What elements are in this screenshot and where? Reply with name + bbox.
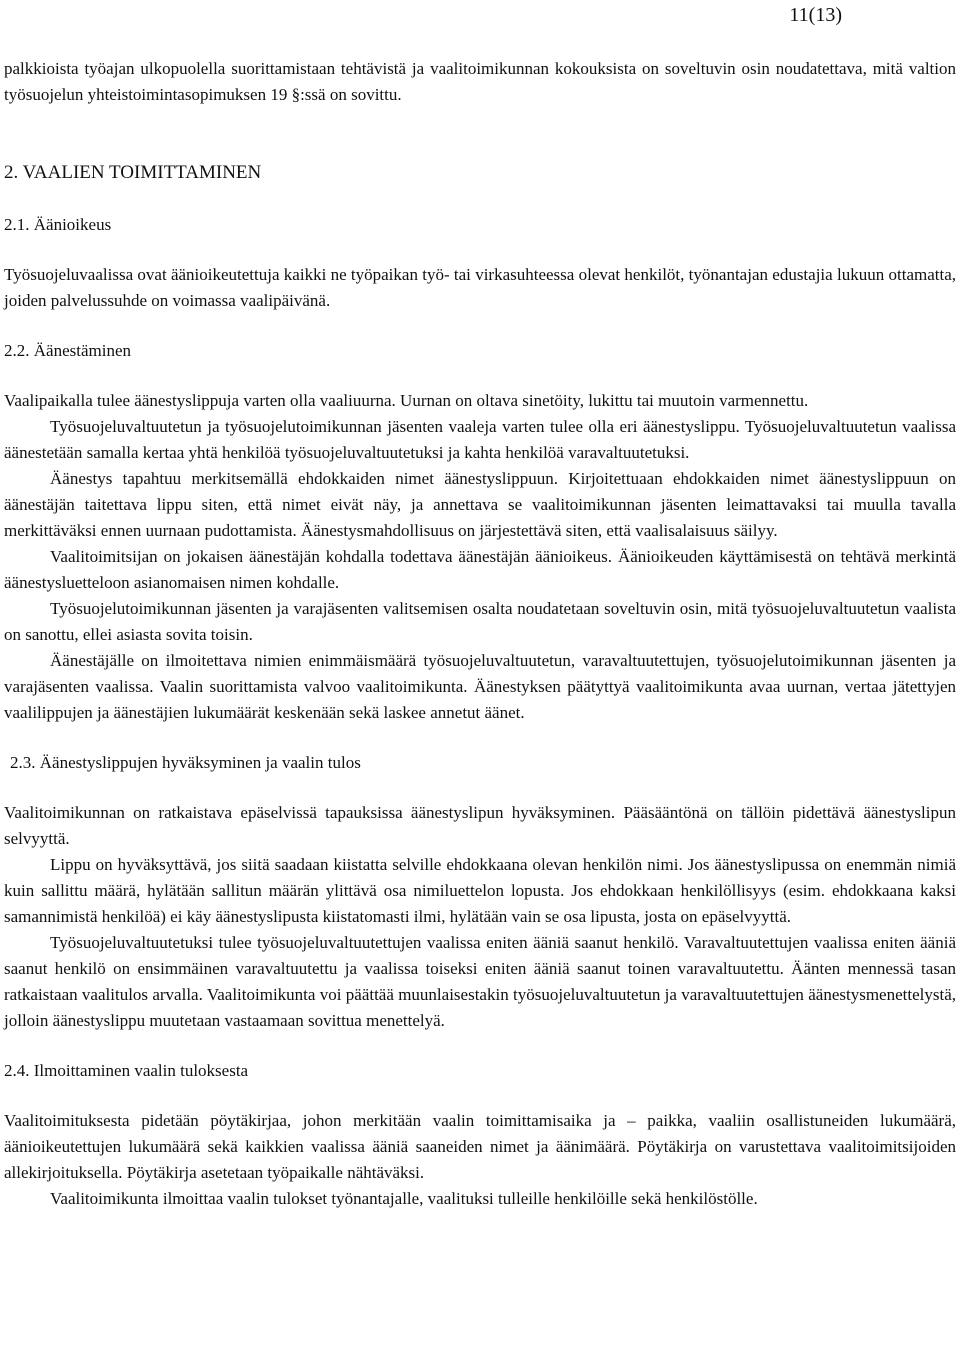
section-2-3-paragraph: Lippu on hyväksyttävä, jos siitä saadaan kiistatta selville ehdokkaana olevan henkilön nimi. Jos äänestyslipussa on enemmän nimiä kuin sallittu määrä, hylätään sallitun määrän ylittävä osa nimiluettelon lopusta. Jos ehdokkaan henkilöllisyys (esim. ehdokkaana kaksi samannimistä henkilöä) ei käy äänestyslipusta kiistatomasti ilmi, hylätään vain se osa lipusta, josta on epäselvyyttä. <box>4 855 956 926</box>
section-2-4-paragraph: Vaalitoimituksesta pidetään pöytäkirjaa, johon merkitään vaalin toimittamisaika ja – paikka, vaaliin osallistuneiden lukumäärä, äänioikeutettujen lukumäärä sekä kaikkien vaalissa ääniä saaneiden nimet ja äänimäärä. Pöytäkirja on varustettava vaalitoimitsijoiden allekirjoituksella. Pöytäkirja asetetaan työpaikalle nähtäväksi. <box>4 1111 956 1182</box>
section-2-2-paragraph: Työsuojeluvaltuutetun ja työsuojelutoimikunnan jäsenten vaaleja varten tulee olla eri äänestyslippu. Työsuojeluvaltuutetun vaalissa äänestetään samalla kertaa yhtä henkilöä työsuojeluvaltuutetuksi ja kahta henkilöä varavaltuutetuksi. <box>4 417 956 462</box>
section-2-2-heading: 2.2. Äänestäminen <box>4 341 131 360</box>
intro-paragraph: palkkioista työajan ulkopuolella suorittamistaan tehtävistä ja vaalitoimikunnan kokouksista on soveltuvin osin noudatettava, mitä valtion työsuojelun yhteistoimintasopimuksen 19 §:ssä on sovittu. <box>4 59 956 104</box>
section-2-1-heading: 2.1. Äänioikeus <box>4 215 112 234</box>
section-2-1-paragraph: Työsuojeluvaalissa ovat äänioikeutettuja kaikki ne työpaikan työ- tai virkasuhteessa olevat henkilöt, työnantajan edustajia lukuun ottamatta, joiden palvelussuhde on voimassa vaalipäivänä. <box>4 265 956 310</box>
section-2-3-paragraph: Työsuojeluvaltuutetuksi tulee työsuojeluvaltuutettujen vaalissa eniten ääniä saanut henkilö. Varavaltuutettujen vaalissa eniten ääniä saanut henkilö on ensimmäinen varavaltuutettu ja vaalissa toiseksi eniten ääniä saanut toinen varavaltuutettu. Äänten mennessä tasan ratkaistaan vaalitulos arvalla. Vaalitoimikunta voi päättää muunlaisestakin työsuojeluvaltuutetun ja varavaltuutettujen äänestysmenettelystä, jolloin äänestyslippu muutetaan vastaamaan sovittua menettelyä. <box>4 933 956 1030</box>
section-2-2-paragraph: Työsuojelutoimikunnan jäsenten ja varajäsenten valitsemisen osalta noudatetaan soveltuvin osin, mitä työsuojeluvaltuutetun vaalista on sanottu, ellei asiasta sovita toisin. <box>4 599 956 644</box>
section-2-2-paragraph: Äänestäjälle on ilmoitettava nimien enimmäismäärä työsuojeluvaltuutetun, varavaltuutettujen, työsuojelutoimikunnan jäsenten ja varajäsenten vaalissa. Vaalin suorittamista valvoo vaalitoimikunta. Äänestyksen päätyttyä vaalitoimikunta avaa uurnan, vertaa jätettyjen vaalilippujen ja äänestäjien lukumäärät keskenään sekä laskee annetut äänet. <box>4 651 956 722</box>
section-2-heading: 2. VAALIEN TOIMITTAMINEN <box>4 162 262 183</box>
section-2-2-paragraph: Vaalitoimitsijan on jokaisen äänestäjän kohdalla todettava äänestäjän äänioikeus. Äänioikeuden käyttämisestä on tehtävä merkintä äänestysluetteloon asianomaisen nimen kohdalle. <box>4 547 956 592</box>
section-2-3-paragraph: Vaalitoimikunnan on ratkaistava epäselvissä tapauksissa äänestyslipun hyväksyminen. Pääsääntönä on tällöin pidettävä äänestyslipun selvyyttä. <box>4 803 956 848</box>
section-2-3-heading: 2.3. Äänestyslippujen hyväksyminen ja vaalin tulos <box>10 753 361 772</box>
section-2-2-paragraph: Vaalipaikalla tulee äänestyslippuja varten olla vaaliuurna. Uurnan on oltava sinetöity, lukittu tai muutoin varmennettu. <box>4 391 809 410</box>
section-2-4-paragraph: Vaalitoimikunta ilmoittaa vaalin tulokset työnantajalle, vaalituksi tulleille henkilöille sekä henkilöstölle. <box>50 1189 758 1208</box>
section-2-2-paragraph: Äänestys tapahtuu merkitsemällä ehdokkaiden nimet äänestyslippuun. Kirjoitettuaan ehdokkaiden nimet äänestyslippuun on äänestäjän taitettava lippu siten, että nimet eivät näy, ja annettava se vaalitoimikunnan jäsenten leimattavaksi tai muulla tavalla merkittäväksi ennen uurnaan pudottamista. Äänestysmahdollisuus on järjestettävä siten, että vaalisalaisuus säilyy. <box>4 469 956 540</box>
section-2-4-heading: 2.4. Ilmoittaminen vaalin tuloksesta <box>4 1061 249 1080</box>
document-body <box>4 56 956 1212</box>
page-number: 11(13) <box>789 4 842 26</box>
